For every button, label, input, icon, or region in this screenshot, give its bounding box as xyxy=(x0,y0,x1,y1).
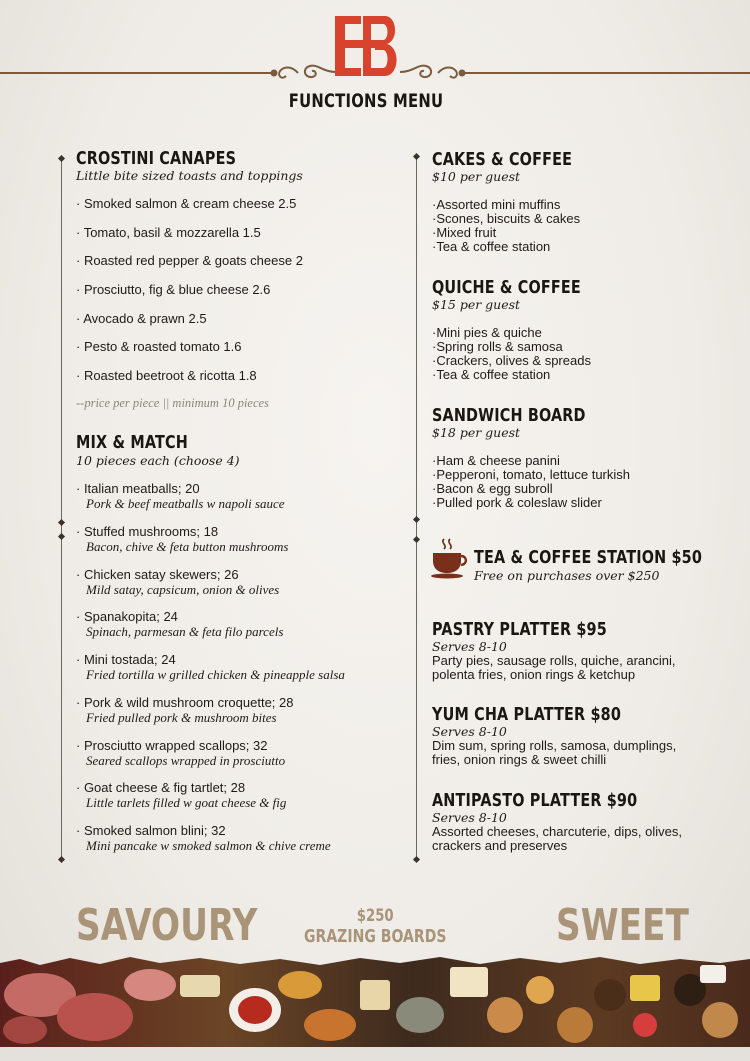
divider-ornament xyxy=(58,533,65,540)
section-subtitle-tea-station: Free on purchases over $250 xyxy=(474,568,660,583)
divider-ornament xyxy=(413,856,420,863)
list-item: ·Pulled pork & coleslaw slider xyxy=(432,495,602,510)
list-item: · Tomato, basil & mozzarella 1.5 xyxy=(76,225,261,240)
list-item: · Pesto & roasted tomato 1.6 xyxy=(76,339,242,354)
menu-item-desc: Mini pancake w smoked salmon & chive creme xyxy=(86,838,331,853)
platter-description: Assorted cheeses, charcuterie, dips, olives, xyxy=(432,824,683,839)
menu-item-desc: Seared scallops wrapped in prosciutto xyxy=(86,753,286,768)
list-item: ·Pepperoni, tomato, lettuce turkish xyxy=(432,467,630,482)
price-note: --price per piece || minimum 10 pieces xyxy=(76,396,269,410)
header-rule-left xyxy=(0,72,272,74)
platter-description: crackers and preserves xyxy=(432,838,568,853)
list-item: · Prosciutto, fig & blue cheese 2.6 xyxy=(76,282,271,297)
header-rule-right xyxy=(462,72,750,74)
menu-item-desc: Spinach, parmesan & feta filo parcels xyxy=(86,624,284,639)
section-subtitle-cakes: $10 per guest xyxy=(432,169,521,184)
section-heading-cakes: CAKES & COFFEE xyxy=(432,149,573,170)
menu-item-name: · Spanakopita; 24 xyxy=(76,609,178,624)
section-heading-mix-match: MIX & MATCH xyxy=(76,432,188,453)
section-heading-tea-station: TEA & COFFEE STATION $50 xyxy=(474,547,703,568)
list-item: · Roasted beetroot & ricotta 1.8 xyxy=(76,368,257,383)
menu-item-name: · Chicken satay skewers; 26 xyxy=(76,567,239,582)
savoury-label: SAVOURY xyxy=(76,900,258,951)
list-item: ·Tea & coffee station xyxy=(432,367,551,382)
section-heading-pastry: PASTRY PLATTER $95 xyxy=(432,619,607,640)
section-subtitle-sandwich: $18 per guest xyxy=(432,425,521,440)
section-heading-sandwich: SANDWICH BOARD xyxy=(432,405,586,426)
menu-item-desc: Little tarlets filled w goat cheese & fig xyxy=(86,795,287,810)
menu-item-name: · Pork & wild mushroom croquette; 28 xyxy=(76,695,294,710)
section-subtitle-mix-match: 10 pieces each (choose 4) xyxy=(76,453,240,468)
menu-item-desc: Mild satay, capsicum, onion & olives xyxy=(86,582,280,597)
serves-label: Serves 8-10 xyxy=(432,810,507,825)
list-item: ·Ham & cheese panini xyxy=(432,453,560,468)
platter-description: Party pies, sausage rolls, quiche, arancini, xyxy=(432,653,676,668)
menu-item-name: · Smoked salmon blini; 32 xyxy=(76,823,226,838)
page-title: FUNCTIONS MENU xyxy=(288,90,444,112)
menu-item-name: · Prosciutto wrapped scallops; 32 xyxy=(76,738,268,753)
menu-item-desc: Pork & beef meatballs w napoli sauce xyxy=(86,496,285,511)
section-heading-crostini: CROSTINI CANAPES xyxy=(76,148,237,169)
list-item: · Roasted red pepper & goats cheese 2 xyxy=(76,253,303,268)
section-heading-quiche: QUICHE & COFFEE xyxy=(432,277,581,298)
divider-ornament xyxy=(58,856,65,863)
section-heading-yumcha: YUM CHA PLATTER $80 xyxy=(432,704,622,725)
section-subtitle-quiche: $15 per guest xyxy=(432,297,521,312)
menu-item-name: · Italian meatballs; 20 xyxy=(76,481,200,496)
divider-ornament xyxy=(413,153,420,160)
list-item: ·Spring rolls & samosa xyxy=(432,339,563,354)
divider-ornament xyxy=(58,519,65,526)
list-item: ·Mini pies & quiche xyxy=(432,325,542,340)
left-divider xyxy=(61,160,62,860)
grazing-board-photo xyxy=(0,955,750,1047)
menu-item-desc: Bacon, chive & feta button mushrooms xyxy=(86,539,289,554)
divider-ornament xyxy=(58,155,65,162)
platter-description: Dim sum, spring rolls, samosa, dumplings, xyxy=(432,738,677,753)
platter-description: fries, onion rings & sweet chilli xyxy=(432,752,607,767)
ehb-logo xyxy=(331,10,403,84)
list-item: · Smoked salmon & cream cheese 2.5 xyxy=(76,196,297,211)
list-item: · Avocado & prawn 2.5 xyxy=(76,311,207,326)
coffee-cup-icon xyxy=(430,537,470,579)
list-item: ·Tea & coffee station xyxy=(432,239,551,254)
menu-item-name: · Mini tostada; 24 xyxy=(76,652,176,667)
list-item: ·Assorted mini muffins xyxy=(432,197,561,212)
serves-label: Serves 8-10 xyxy=(432,639,507,654)
menu-item-name: · Goat cheese & fig tartlet; 28 xyxy=(76,780,246,795)
section-subtitle-crostini: Little bite sized toasts and toppings xyxy=(76,168,303,183)
flourish-left-icon xyxy=(268,62,338,84)
footer-strip xyxy=(0,1047,750,1061)
list-item: ·Scones, biscuits & cakes xyxy=(432,211,581,226)
divider-ornament xyxy=(413,536,420,543)
section-heading-antipasto: ANTIPASTO PLATTER $90 xyxy=(432,790,638,811)
menu-item-name: · Stuffed mushrooms; 18 xyxy=(76,524,219,539)
center-divider xyxy=(416,158,417,860)
divider-ornament xyxy=(413,516,420,523)
grazing-board-price: $250 xyxy=(356,906,394,926)
menu-item-desc: Fried tortilla w grilled chicken & pineapple salsa xyxy=(86,667,345,682)
list-item: ·Bacon & egg subroll xyxy=(432,481,553,496)
list-item: ·Crackers, olives & spreads xyxy=(432,353,591,368)
platter-description: polenta fries, onion rings & ketchup xyxy=(432,667,636,682)
sweet-label: SWEET xyxy=(556,900,689,951)
list-item: ·Mixed fruit xyxy=(432,225,497,240)
menu-item-desc: Fried pulled pork & mushroom bites xyxy=(86,710,277,725)
serves-label: Serves 8-10 xyxy=(432,724,507,739)
flourish-right-icon xyxy=(398,62,468,84)
grazing-board-label: GRAZING BOARDS xyxy=(303,926,447,947)
